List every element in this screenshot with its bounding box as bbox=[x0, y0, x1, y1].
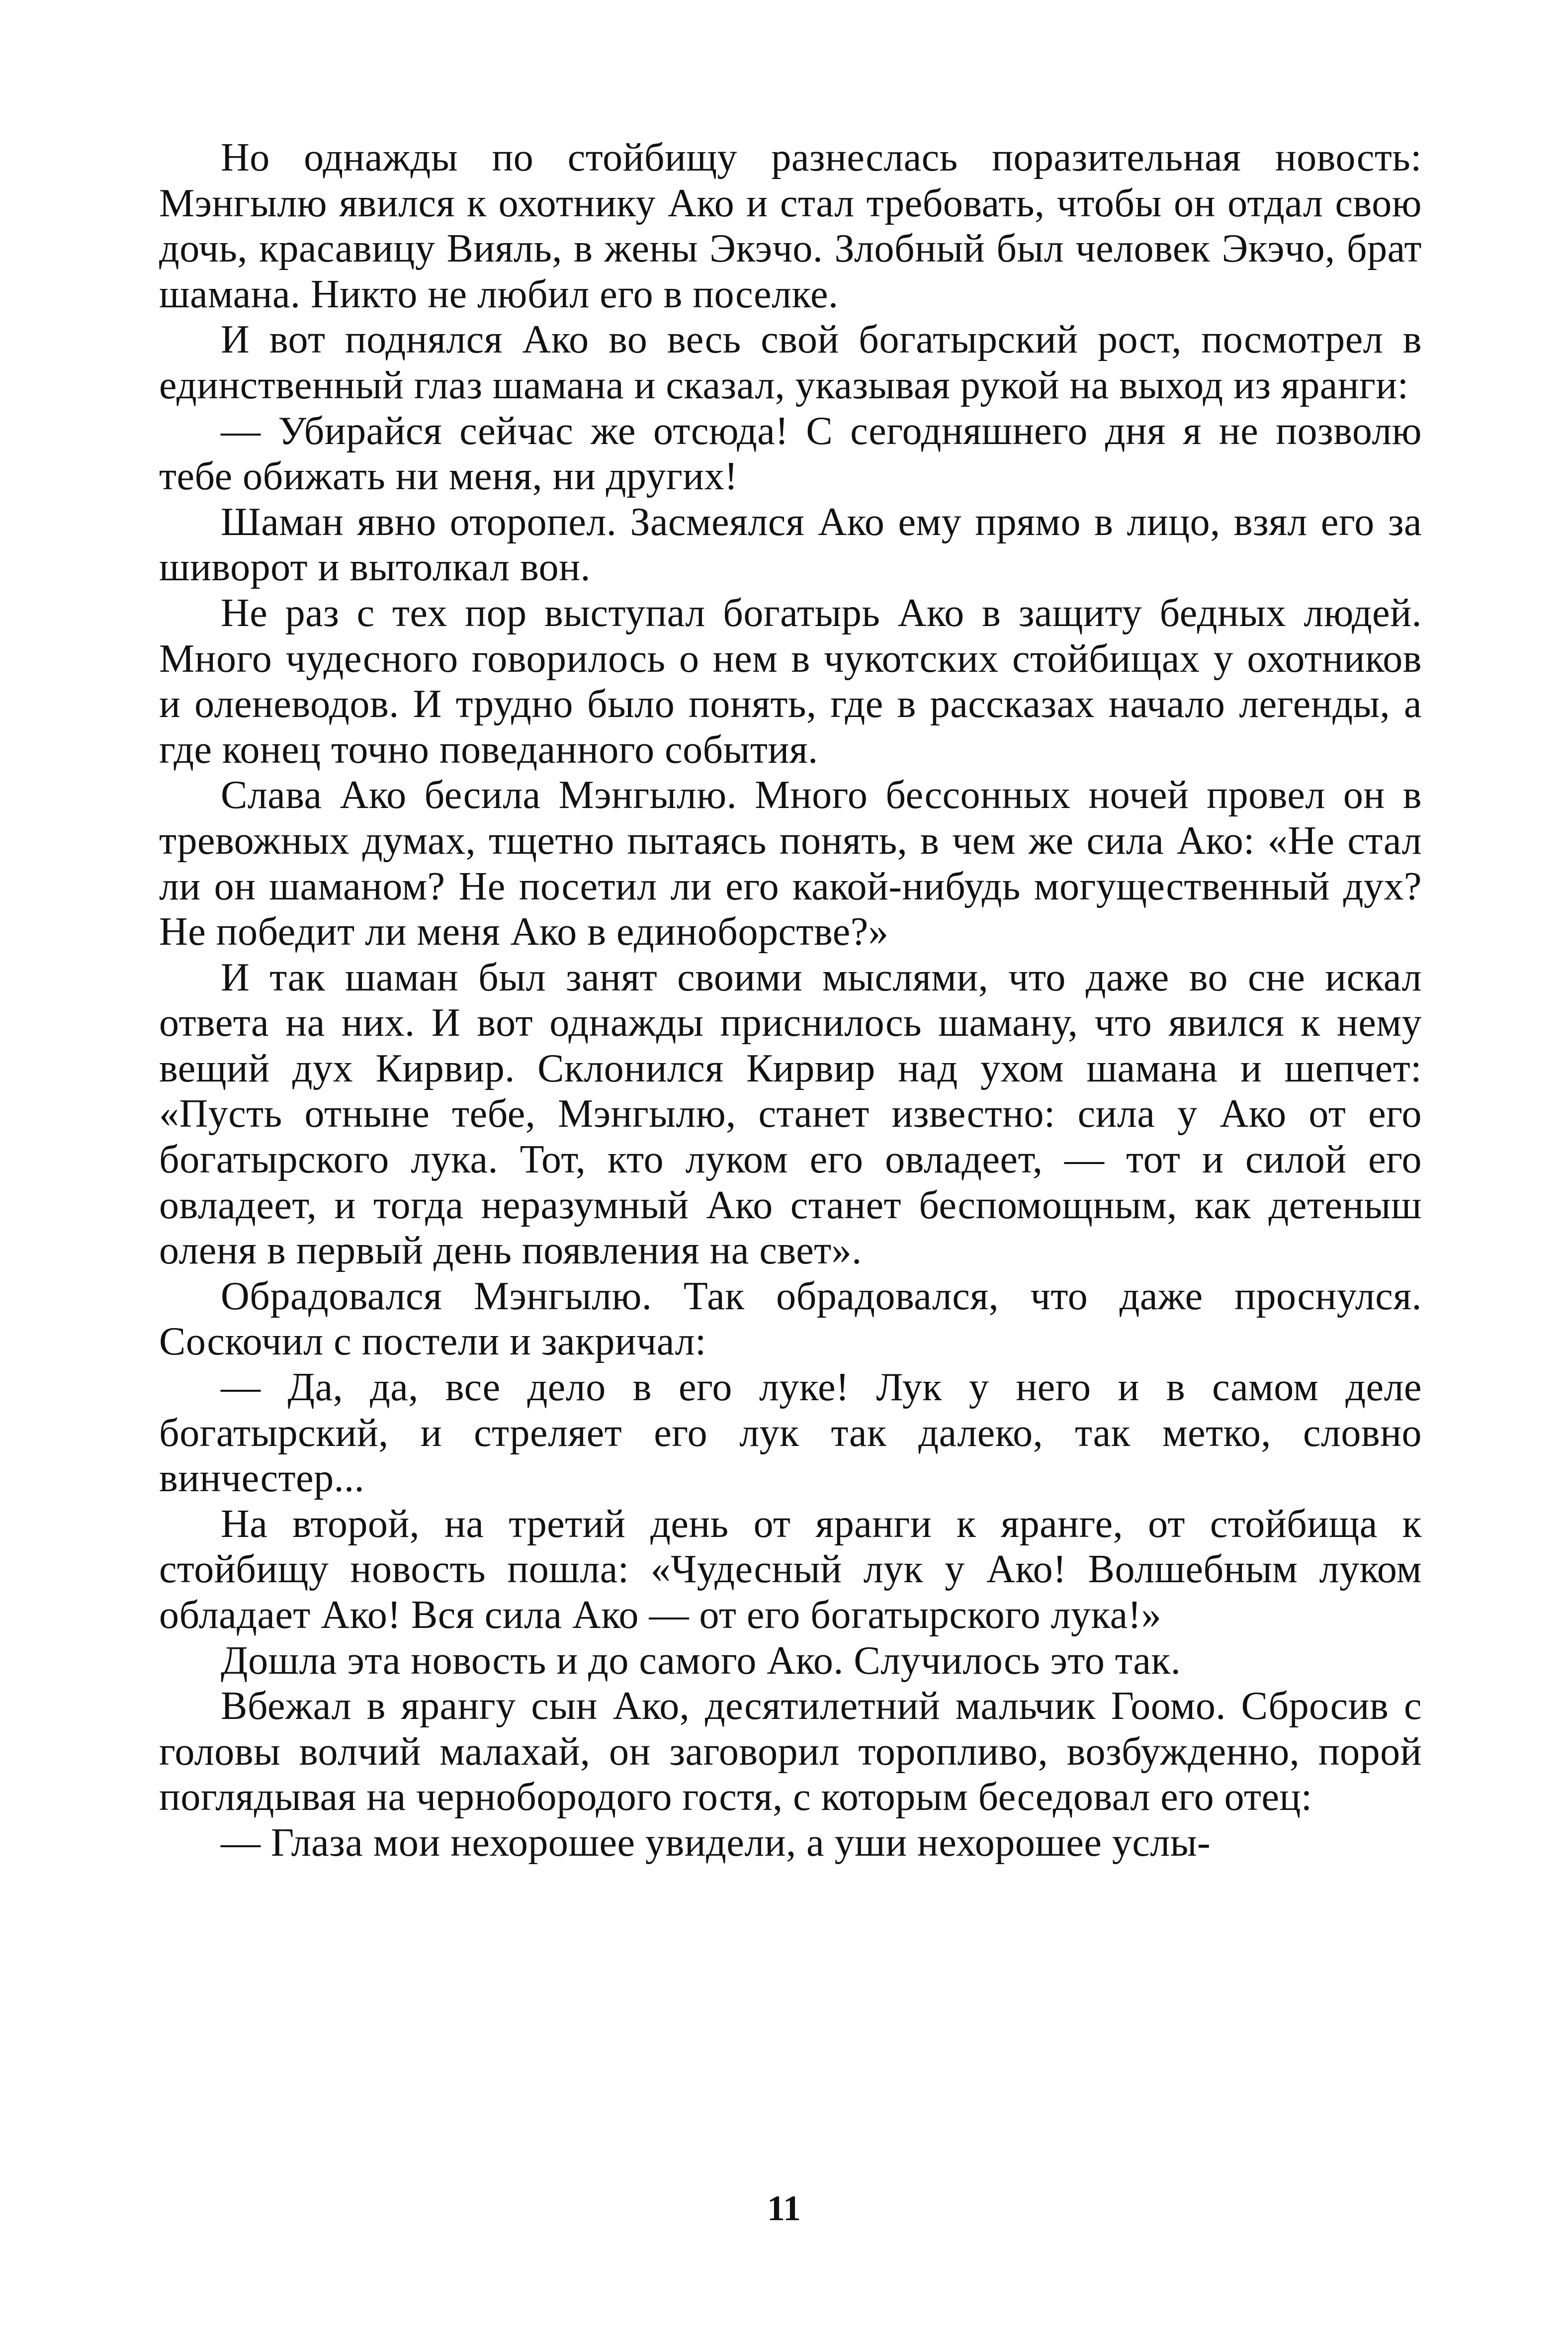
paragraph: Слава Ако бесила Мэнгылю. Много бессонных ночей провел он в тревожных думах, тщетно пытаясь понять, в чем же сила Ако: «Не стал ли он шаманом? Не посетил ли его какой-нибудь могущественный дух? Не победит ли меня Ако в единоборстве?» bbox=[159, 773, 1422, 954]
page-number: 11 bbox=[767, 2188, 801, 2228]
paragraph: И вот поднялся Ако во весь свой богатырский рост, посмотрел в единственный глаз шамана и сказал, указывая рукой на выход из яранги: bbox=[159, 318, 1422, 407]
body-text bbox=[159, 135, 1422, 1866]
paragraph: — Глаза мои нехорошее увидели, а уши нехорошее услы- bbox=[221, 1820, 1211, 1865]
paragraph: Не раз с тех пор выступал богатырь Ако в защиту бедных людей. Много чудесного говорилось о нем в чукотских стойбищах у охотников и оленеводов. И трудно было понять, где в рассказах начало легенды, а где конец точно поведанного события. bbox=[159, 591, 1422, 772]
paragraph: Дошла эта новость и до самого Ако. Случилось это так. bbox=[221, 1638, 1181, 1683]
paragraph: — Да, да, все дело в его луке! Лук у него и в самом деле богатырский, и стреляет его лук так далеко, так метко, словно винчестер... bbox=[159, 1365, 1422, 1501]
paragraph: На второй, на третий день от яранги к яранге, от стойбища к стойбищу новость пошла: «Чудесный лук у Ако! Волшебным луком обладает Ако! Вся сила Ако — от его богатырского лука!» bbox=[159, 1502, 1422, 1637]
paragraph: Шаман явно оторопел. Засмеялся Ако ему прямо в лицо, взял его за шиворот и вытолкал вон. bbox=[159, 500, 1422, 590]
paragraph: — Убирайся сейчас же отсюда! С сегодняшнего дня я не позволю тебе обижать ни меня, ни других! bbox=[159, 409, 1422, 499]
paragraph: Обрадовался Мэнгылю. Так обрадовался, что даже проснулся. Соскочил с постели и закричал: bbox=[159, 1274, 1422, 1364]
paragraph: Но однажды по стойбищу разнеслась поразительная новость: Мэнгылю явился к охотнику Ако и стал требовать, чтобы он отдал свою дочь, красавицу Вияль, в жены Экэчо. Злобный был человек Экэчо, брат шамана. Никто не любил его в поселке. bbox=[159, 136, 1422, 316]
paragraph: И так шаман был занят своими мыслями, что даже во сне искал ответа на них. И вот однажды приснилось шаману, что явился к нему вещий дух Кирвир. Склонился Кирвир над ухом шамана и шепчет: «Пусть отныне тебе, Мэнгылю, станет известно: сила у Ако от его богатырского лука. Тот, кто луком его овладеет, — тот и силой его овладеет, и тогда неразумный Ако станет беспомощным, как детеныш оленя в первый день появления на свет». bbox=[159, 955, 1422, 1273]
paragraph: Вбежал в ярангу сын Ако, десятилетний мальчик Гоомо. Сбросив с головы волчий малахай, он заговорил торопливо, возбужденно, порой поглядывая на чернобородого гостя, с которым беседовал его отец: bbox=[159, 1684, 1422, 1819]
